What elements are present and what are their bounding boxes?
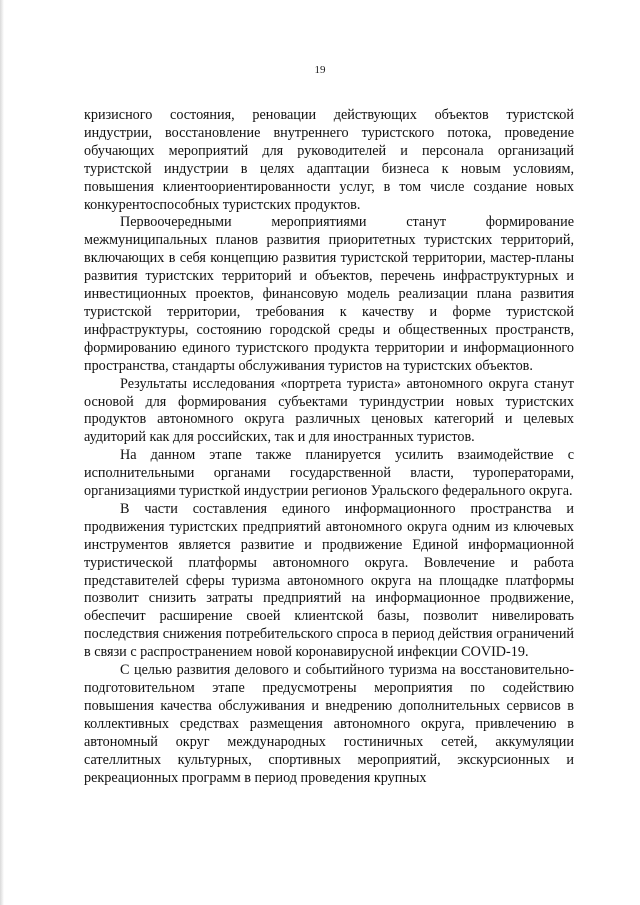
body-text [84, 107, 574, 787]
paragraph-interaction: На данном этапе также планируется усилить взаимодействие с исполнительными органами государственной власти, туроператорами, организациями туристкой индустрии регионов Уральского федерального округа. [84, 447, 574, 500]
paragraph-information-space: В части составления единого информационного пространства и продвижения туристских предприятий автономного округа одним из ключевых инструментов является развитие и продвижение Единой информационной туристической платформы автономного округа. Вовлечение и работа представителей сферы туризма автономного округа на площадке платформы позволит снизить затраты предприятий на информационное продвижение, обеспечит расширение своей клиентской базы, позволит нивелировать последствия снижения потребительского спроса в период действия ограничений в связи с распространением новой коронавирусной инфекции COVID-19. [84, 500, 574, 661]
page-number: 19 [314, 64, 326, 76]
scan-edge-shadow [0, 0, 4, 905]
paragraph-business-tourism: С целью развития делового и событийного туризма на восстановительно-подготовительном этапе предусмотрены мероприятия по содействию повышения качества обслуживания и внедрению дополнительных сервисов в коллективных средствах размещения автономного округа, привлечению в автономный округ международных гостиничных сетей, аккумуляции сателлитных культурных, спортивных мероприятий, экскурсионных и рекреационных программ в период проведения крупных [84, 662, 574, 786]
paragraph-tourist-portrait: Результаты исследования «портрета туриста» автономного округа станут основой для формирования субъектами туриндустрии новых туристских продуктов автономного округа различных ценовых категорий и целевых аудиторий как для российских, так и для иностранных туристов. [84, 375, 574, 446]
paragraph-priority-measures: Первоочередными мероприятиями станут формирование межмуниципальных планов развития приоритетных туристских территорий, включающих в себя концепцию развития туристской территории, мастер-планы развития туристских территорий и объектов, перечень инфраструктурных и инвестиционных проектов, финансовую модель реализации плана развития туристской территории, требования к качеству и форме туристской инфраструктуры, состоянию городской среды и общественных пространств, формированию единого туристского продукта территории и информационного пространства, стандарты обслуживания туристов на туристских объектов. [84, 214, 574, 374]
paragraph-continuation: кризисного состояния, реновации действующих объектов туристской индустрии, восстановление внутреннего туристского потока, проведение обучающих мероприятий для руководителей и персонала организаций туристской индустрии в целях адаптации бизнеса к новым условиям, повышения клиентоориентированности услуг, в том числе создание новых конкурентоспособных туристских продуктов. [84, 107, 574, 213]
